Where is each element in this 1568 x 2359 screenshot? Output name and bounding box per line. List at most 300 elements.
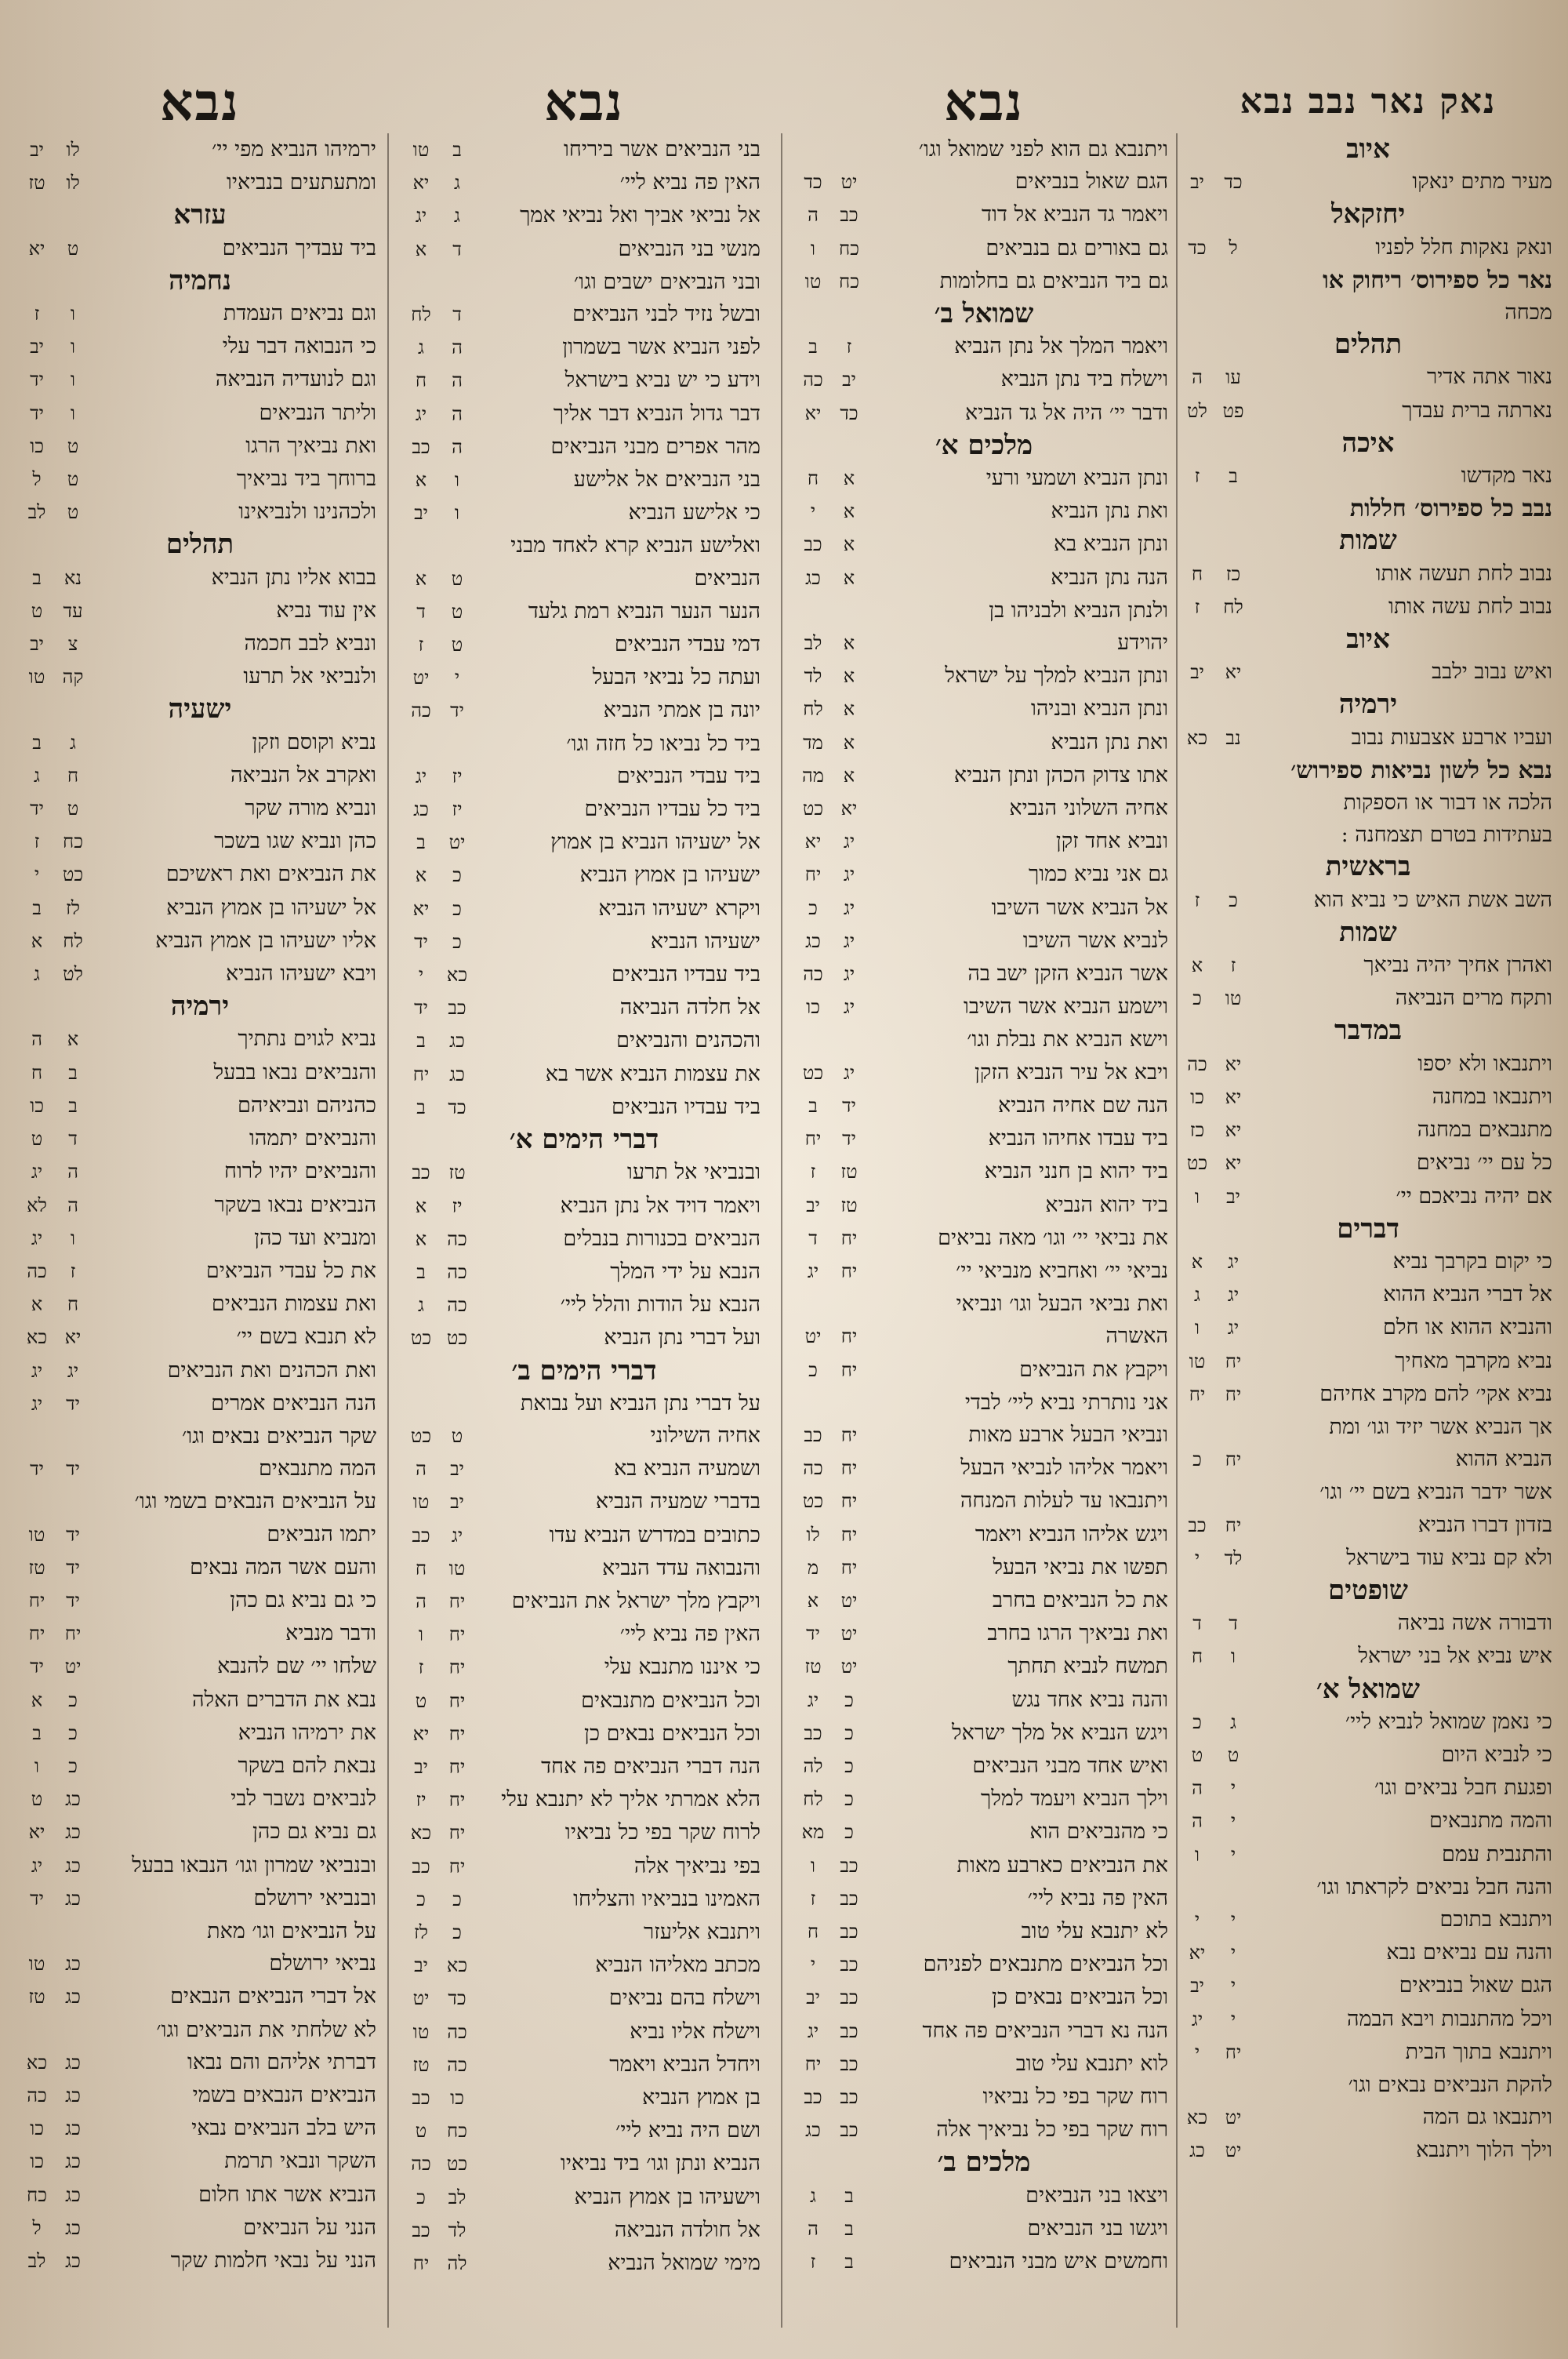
verse-reference: [24, 2245, 94, 2277]
line-text: ואקרב אל הנביאה: [230, 762, 376, 787]
chapter-number: ו: [70, 303, 76, 325]
line-text: כהניהם ונביאיהם: [238, 1092, 376, 1118]
chapter-number: ט: [67, 501, 79, 524]
verse-number: ח: [1191, 1645, 1203, 1668]
verse-number: לח: [803, 698, 823, 721]
verse-reference: [1184, 1444, 1254, 1476]
chapter-number: ב: [1229, 465, 1238, 488]
verse-number: ב: [32, 896, 42, 919]
verse-number: ז: [810, 1887, 816, 1910]
line-text: הנביא אשר אתו חלום: [198, 2182, 376, 2207]
verse-number: ז: [1194, 465, 1200, 488]
verse-number: כג: [1189, 2139, 1205, 2162]
concordance-line: [24, 1882, 376, 1915]
verse-number: א: [31, 1293, 43, 1316]
verse-reference: [1184, 1805, 1254, 1837]
verse-reference: [24, 925, 94, 958]
chapter-number: כ: [844, 1754, 854, 1777]
concordance-line: [800, 692, 1168, 725]
line-text: נביא אקי׳ להם מקרב אחיהם: [1319, 1381, 1552, 1406]
line-text: נבאת להם בשקר: [238, 1753, 376, 1778]
concordance-line: [408, 595, 760, 628]
chapter-number: יח: [1225, 2041, 1242, 2063]
verse-reference: [1184, 1543, 1254, 1575]
verse-reference: [800, 1717, 870, 1750]
verse-number: ג: [34, 963, 40, 986]
concordance-line: [408, 529, 760, 562]
line-text: ונביא מורה שקר: [245, 796, 376, 821]
verse-reference: [408, 1619, 478, 1651]
verse-reference: [408, 2082, 478, 2114]
verse-reference: [800, 1618, 870, 1650]
verse-reference: [408, 1718, 478, 1750]
concordance-line: [24, 1584, 376, 1617]
chapter-number: ד: [1229, 1612, 1238, 1635]
chapter-number: יד: [66, 1392, 80, 1415]
chapter-number: יט: [840, 1623, 858, 1645]
verse-number: כא: [410, 1822, 432, 1845]
chapter-number: יא: [1225, 1152, 1242, 1175]
concordance-line: [800, 1684, 1168, 1717]
concordance-line: [24, 232, 376, 265]
concordance-line: [408, 298, 760, 331]
chapter-number: יא: [64, 1326, 82, 1349]
verse-number: יד: [414, 997, 428, 1020]
line-text: ולא קם נביא עוד בישראל: [1346, 1545, 1552, 1570]
chapter-number: יח: [840, 1523, 858, 1546]
verse-reference: [408, 695, 478, 727]
concordance-line: [1184, 656, 1552, 689]
line-text: ובנביאי שמרון וגו׳ הנבאו בבעל: [132, 1852, 376, 1877]
concordance-line: [408, 496, 760, 529]
concordance-line: [1184, 1114, 1552, 1147]
chapter-number: ג: [454, 172, 460, 194]
chapter-number: כג: [65, 1986, 81, 2008]
line-text: ואת נתן הנביא: [1051, 729, 1168, 754]
line-text: ויקבץ מלך ישראל את הנביאים: [511, 1588, 760, 1613]
line-text: אשר הנביא הזקן ישב בה: [967, 961, 1168, 987]
verse-reference: [1184, 1739, 1254, 1772]
concordance-line: [800, 1189, 1168, 1222]
line-text: הנביא ונתן וגו׳ ביד נביאיו: [560, 2151, 760, 2176]
verse-reference: [1184, 1346, 1254, 1378]
concordance-line: [24, 1321, 376, 1354]
concordance-line: [24, 1684, 376, 1717]
concordance-line: [1184, 982, 1552, 1015]
verse-reference: [24, 1289, 94, 1321]
concordance-line: [408, 1552, 760, 1585]
line-text: גם נביא גם כהן: [252, 1819, 376, 1845]
concordance-line: [1184, 231, 1552, 264]
verse-reference: [800, 398, 870, 430]
verse-reference: [800, 2213, 870, 2245]
line-text: את עצמות הנביא אשר בא: [545, 1061, 760, 1086]
verse-number: י: [418, 964, 424, 987]
line-text: ואת נביאיך הרגו: [245, 433, 376, 458]
verse-reference: [408, 365, 478, 397]
verse-reference: [408, 2182, 478, 2214]
line-text: ונתן הנביא ושמעי ורעי: [985, 466, 1168, 491]
concordance-line: [408, 199, 760, 232]
chapter-number: ג: [70, 731, 76, 754]
verse-reference: [800, 793, 870, 825]
concordance-line: [800, 2245, 1168, 2278]
concordance-line: [1184, 1345, 1552, 1378]
book-heading: [1184, 851, 1552, 883]
line-text: נביא מקרבך מאחיך: [1395, 1348, 1552, 1373]
verse-reference: [24, 826, 94, 858]
verse-number: ה: [1192, 366, 1203, 389]
verse-reference: [24, 1057, 94, 1089]
verse-reference: [800, 463, 870, 495]
concordance-line: [24, 958, 376, 990]
verse-reference: [408, 1256, 478, 1289]
verse-number: כא: [26, 1326, 48, 1349]
chapter-number: א: [843, 731, 855, 754]
verse-reference: [1184, 558, 1254, 591]
chapter-number: טו: [448, 1557, 466, 1579]
concordance-line: [408, 1058, 760, 1091]
column-header: נבא: [160, 71, 240, 133]
line-text: את נביאי יי׳ וגו׳ מאה נביאים: [938, 1225, 1168, 1250]
line-text: הנער הנער הנביא רמת גלעד: [528, 598, 760, 623]
verse-number: טז: [412, 2053, 430, 2076]
concordance-line: [408, 925, 760, 958]
chapter-number: כ: [68, 1688, 78, 1711]
book-heading: [1184, 329, 1552, 361]
verse-reference: [24, 1256, 94, 1288]
concordance-line: [1184, 2036, 1552, 2069]
verse-number: כ: [1192, 1448, 1202, 1471]
line-text: גם ביד הנביאים גם בחלומות: [939, 268, 1168, 293]
chapter-number: ט: [451, 567, 463, 590]
concordance-line: [24, 825, 376, 858]
concordance-line: [1184, 1969, 1552, 2002]
line-text: הנביא ההוא: [1455, 1447, 1552, 1472]
concordance-line: [408, 562, 760, 595]
line-text: אחיה השילוני: [650, 1423, 760, 1448]
concordance-line: [800, 1849, 1168, 1882]
verse-number: כט: [802, 1490, 824, 1513]
verse-number: ח: [807, 467, 819, 490]
line-text: ומתעתעים בנביאיו: [227, 170, 376, 195]
line-text: נבוב לחת עשה אותו: [1388, 594, 1552, 619]
concordance-line: [1184, 787, 1552, 819]
verse-number: כג: [805, 2119, 821, 2142]
verse-number: כט: [802, 1061, 824, 1084]
concordance-line: [408, 628, 760, 661]
chapter-number: ב: [68, 1094, 78, 1117]
verse-number: טו: [412, 2020, 430, 2043]
concordance-line: [800, 1122, 1168, 1155]
chapter-number: א: [843, 566, 855, 589]
line-text: ויגש הנביא אל מלך ישראל: [952, 1720, 1168, 1745]
line-text: כי יקום בקרבך נביא: [1392, 1249, 1552, 1274]
verse-reference: [24, 859, 94, 891]
concordance-line: [408, 1982, 760, 2015]
concordance-line: [24, 1288, 376, 1321]
verse-reference: [408, 1784, 478, 1816]
line-text: כי הנבואה דבר עלי: [222, 334, 376, 359]
line-text: ואת הכהנים ואת הנביאים: [167, 1358, 376, 1383]
concordance-line: [408, 2016, 760, 2048]
verse-number: לא: [27, 1194, 47, 1216]
line-text: ולנביאי אל תרעו: [243, 664, 376, 689]
verse-number: יד: [414, 930, 428, 953]
line-text: כי אלישע הנביא: [628, 500, 760, 525]
concordance-line: [1184, 1706, 1552, 1739]
verse-number: כה: [411, 700, 431, 722]
chapter-number: יח: [448, 1822, 466, 1845]
verse-number: כ: [808, 896, 818, 919]
line-text: אל ישעיהו הנביא בן אמוץ: [550, 830, 760, 855]
verse-reference: [408, 860, 478, 892]
concordance-line: [1184, 1180, 1552, 1213]
line-text: ויתנבא בתוכם: [1439, 1906, 1552, 1932]
chapter-number: צ: [67, 633, 78, 656]
verse-reference: [408, 1190, 478, 1223]
chapter-number: עו: [1225, 366, 1241, 389]
verse-number: יב: [1190, 1975, 1204, 1997]
verse-reference: [24, 1981, 94, 2013]
chapter-number: כג: [65, 2051, 81, 2074]
verse-reference: [800, 693, 870, 725]
line-text: והמה מתנבאים: [1429, 1808, 1552, 1834]
verse-reference: [408, 1685, 478, 1717]
line-text: הנה הנביאים אמרים: [211, 1390, 376, 1416]
verse-number: ב: [32, 1721, 42, 1744]
verse-number: יג: [31, 1854, 43, 1877]
verse-reference: [1184, 1937, 1254, 1969]
chapter-number: כ: [844, 1788, 854, 1811]
concordance-line: [408, 1850, 760, 1883]
concordance-line: [408, 2147, 760, 2180]
concordance-line: [408, 1651, 760, 1684]
chapter-number: יב: [1226, 1185, 1240, 1208]
verse-number: יג: [807, 1688, 819, 1711]
verse-number: ו: [1194, 1843, 1200, 1866]
line-text: את כל הנביאים בחרב: [992, 1587, 1168, 1612]
concordance-line: [408, 1321, 760, 1354]
chapter-number: כט: [62, 863, 84, 886]
line-text: המה מתנבאים: [258, 1456, 376, 1481]
verse-reference: [408, 1950, 478, 1982]
verse-reference: [408, 1289, 478, 1321]
line-text: הנה נא דברי הנביאים פה אחד: [922, 2018, 1168, 2043]
concordance-line: [1184, 1509, 1552, 1542]
verse-reference: [24, 1090, 94, 1122]
verse-number: יא: [412, 897, 430, 920]
chapter-number: יח: [448, 1855, 466, 1877]
concordance-line: [24, 792, 376, 825]
book-heading: [1184, 689, 1552, 721]
verse-reference: [800, 826, 870, 858]
line-text: שופטים: [1328, 1574, 1408, 1606]
verse-number: יב: [30, 336, 44, 358]
chapter-number: יז: [452, 798, 463, 821]
verse-number: כב: [412, 1524, 430, 1547]
verse-reference: [408, 234, 478, 266]
chapter-number: יח: [448, 1656, 466, 1679]
chapter-number: ה: [452, 402, 463, 425]
line-text: ויתנבאו גם המה: [1422, 2105, 1552, 2130]
chapter-number: יג: [1227, 1250, 1240, 1273]
verse-number: ג: [418, 336, 424, 359]
concordance-line: [408, 1419, 760, 1452]
line-text: השקר ונבאי תרמת: [224, 2149, 376, 2174]
chapter-number: כה: [447, 2053, 467, 2076]
chapter-number: עד: [63, 599, 83, 622]
line-text: מכתב מאליהו הנביא: [595, 1953, 760, 1978]
verse-number: יב: [30, 633, 44, 656]
verse-number: ט: [31, 599, 43, 622]
concordance-line: [1184, 460, 1552, 493]
verse-reference: [24, 2080, 94, 2112]
line-text: כל עם יי׳ נביאים: [1416, 1150, 1552, 1176]
line-text: ירמיהו הנביא מפי יי׳: [212, 137, 376, 162]
line-text: הלא אמרתי אליך לא יתנבא עלי: [501, 1787, 760, 1812]
chapter-number: יד: [66, 1458, 80, 1481]
verse-reference: [1184, 1049, 1254, 1081]
line-text: וליתר הנביאים: [259, 400, 376, 425]
book-heading: [1184, 133, 1552, 165]
verse-number: יא: [28, 237, 45, 260]
line-text: מעיר מתים ינאקו: [1412, 169, 1552, 194]
line-text: ודבר יי׳ היה אל גד הנביא: [965, 400, 1168, 425]
verse-reference: [1184, 1279, 1254, 1311]
line-text: איש נביא אל בני ישראל: [1358, 1644, 1552, 1669]
chapter-number: ו: [454, 502, 460, 525]
verse-reference: [24, 727, 94, 759]
chapter-number: ו: [70, 402, 76, 424]
book-heading: [1184, 525, 1552, 557]
line-text: לא יתנבא עלי טוב: [1021, 1918, 1168, 1943]
chapter-number: כג: [65, 1821, 81, 1844]
line-text: וגם לנועדיה הנביאה: [215, 367, 376, 392]
chapter-number: כה: [447, 2020, 467, 2043]
line-text: האין פה נביא ליי׳: [619, 170, 760, 195]
chapter-number: כ: [68, 1721, 78, 1744]
line-text: גם באורים גם בנביאים: [985, 235, 1168, 260]
concordance-line: [800, 1320, 1168, 1353]
line-text: בני הנביאים אשר ביריחו: [563, 137, 760, 162]
concordance-line: [1184, 1871, 1552, 1903]
line-text: וישעיהו בן אמוץ הנביא: [574, 2184, 760, 2209]
verse-number: ו: [1194, 1317, 1200, 1339]
chapter-number: א: [843, 500, 855, 523]
line-text: כי גם נביא גם כהן: [230, 1587, 376, 1612]
concordance-line: [1184, 1772, 1552, 1805]
verse-number: ט: [1191, 1743, 1203, 1766]
verse-number: כח: [27, 2183, 47, 2206]
line-text: תהלים: [1334, 329, 1403, 361]
concordance-line: [408, 661, 760, 694]
concordance-line: [24, 1947, 376, 1980]
concordance-line: [408, 266, 760, 298]
line-text: ירמיה: [170, 990, 230, 1023]
verse-reference: [24, 2179, 94, 2212]
line-text: נבא כל לשון נביאות ספירוש׳: [1290, 756, 1552, 784]
line-text: על הנביאים הנבאים בשמי וגו׳: [134, 1489, 376, 1514]
line-text: את ירמיהו הנביא: [238, 1720, 376, 1745]
verse-reference: [408, 431, 478, 463]
chapter-number: כא: [446, 1954, 468, 1977]
verse-reference: [408, 596, 478, 628]
verse-number: יג: [31, 1161, 43, 1183]
chapter-number: כח: [447, 2120, 467, 2143]
verse-number: כד: [1188, 236, 1207, 259]
chapter-number: ט: [451, 634, 463, 656]
chapter-number: כב: [840, 1986, 858, 2009]
verse-number: כא: [1186, 2106, 1208, 2129]
verse-reference: [24, 1552, 94, 1584]
verse-number: לד: [804, 665, 822, 688]
verse-reference: [24, 1651, 94, 1683]
chapter-number: יג: [843, 896, 855, 919]
verse-reference: [800, 1519, 870, 1551]
line-text: מימי שמואל הנביא: [608, 2251, 760, 2275]
chapter-number: כב: [448, 997, 466, 1020]
book-heading: [24, 693, 376, 725]
verse-number: כ: [808, 1358, 818, 1381]
concordance-line: [408, 166, 760, 199]
verse-number: כו: [1190, 1085, 1204, 1108]
concordance-line: [800, 462, 1168, 495]
book-heading: [24, 529, 376, 561]
verse-number: א: [415, 864, 427, 887]
chapter-number: כד: [448, 1096, 466, 1118]
chapter-number: יא: [1225, 1052, 1242, 1075]
chapter-number: כב: [840, 2019, 858, 2042]
line-text: ביד עבדי הנביאים: [616, 763, 760, 788]
verse-reference: [408, 1553, 478, 1585]
verse-number: יא: [412, 172, 430, 194]
chapter-number: יא: [1225, 1119, 1242, 1142]
chapter-number: יג: [843, 929, 855, 952]
line-text: ישעיה: [168, 693, 232, 725]
column-rule: [781, 133, 782, 2328]
verse-reference: [1184, 1081, 1254, 1114]
line-text: דברים: [1337, 1212, 1399, 1245]
chapter-number: יג: [1227, 1317, 1240, 1339]
concordance-line: [800, 1023, 1168, 1056]
verse-reference: [1184, 656, 1254, 689]
line-text: והנביאים נבאו בבעל: [213, 1060, 376, 1085]
line-text: אין עוד נביא: [276, 598, 376, 623]
line-text: ויאמר המלך אל נתן הנביא: [954, 334, 1168, 359]
chapter-number: י: [1230, 1975, 1236, 1997]
verse-number: י: [1194, 1547, 1200, 1569]
verse-number: יג: [807, 2019, 819, 2042]
concordance-line: [1184, 2134, 1552, 2167]
verse-number: ו: [810, 1854, 816, 1877]
line-text: נאר כל ספירוס׳ ריחוק או: [1323, 266, 1552, 294]
line-text: ויאמר אליהו לנביאי הבעל: [960, 1456, 1168, 1481]
line-text: אל נביאי אביך ואל נביאי אמך: [520, 203, 760, 228]
verse-reference: [24, 1816, 94, 1848]
verse-reference: [24, 1948, 94, 1980]
concordance-line: [408, 760, 760, 793]
verse-reference: [24, 2113, 94, 2145]
chapter-number: יט: [840, 171, 858, 194]
chapter-number: ו: [70, 1227, 76, 1249]
chapter-number: לח: [1223, 595, 1243, 618]
chapter-number: א: [843, 665, 855, 688]
concordance-line: [24, 166, 376, 199]
chapter-number: יח: [840, 1423, 858, 1446]
concordance-line: [408, 133, 760, 166]
verse-number: ה: [1192, 1777, 1203, 1800]
